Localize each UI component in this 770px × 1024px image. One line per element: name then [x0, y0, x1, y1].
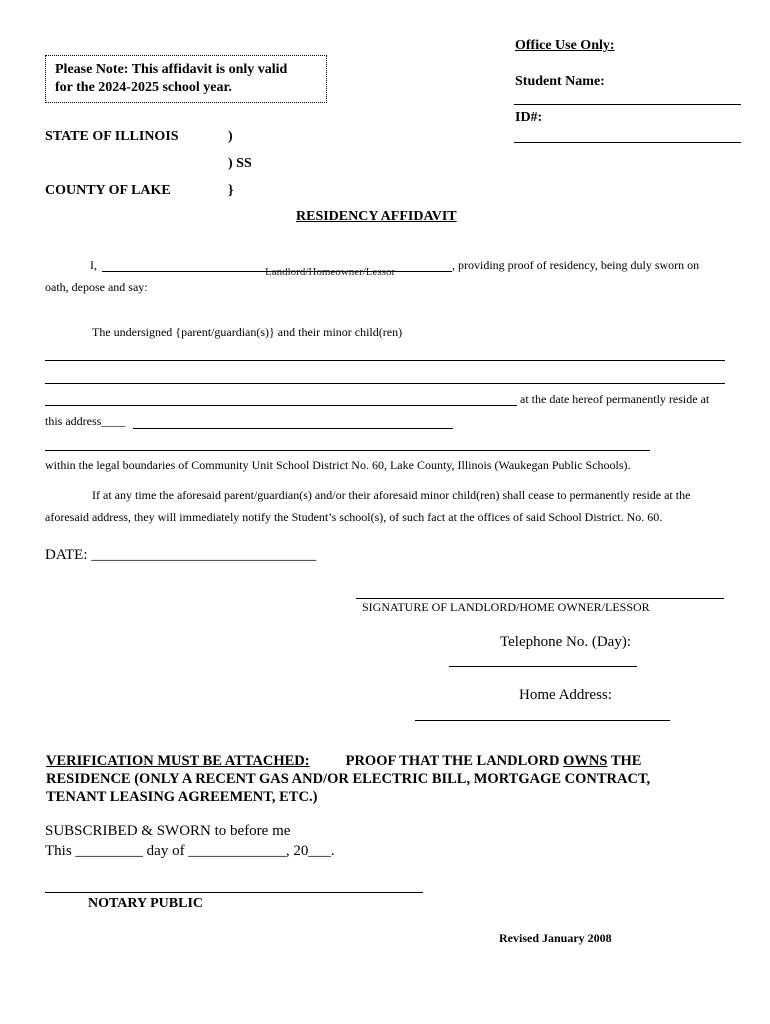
- office-use-heading: Office Use Only:: [515, 38, 615, 53]
- address-line-1[interactable]: [133, 428, 453, 429]
- telephone-label: Telephone No. (Day):: [500, 634, 631, 650]
- student-name-line[interactable]: [514, 104, 741, 105]
- home-address-label: Home Address:: [519, 687, 612, 703]
- telephone-line[interactable]: [449, 666, 637, 667]
- validity-note-box: [45, 55, 327, 103]
- verification-line-2: RESIDENCE (ONLY A RECENT GAS AND/OR ELECTRIC BILL, MORTGAGE CONTRACT,: [46, 771, 651, 787]
- date-hereof-text: at the date hereof permanently reside at: [520, 392, 710, 406]
- subscribed-text: SUBSCRIBED & SWORN to before me: [45, 823, 291, 839]
- verification-heading: VERIFICATION MUST BE ATTACHED:: [46, 753, 310, 769]
- county-label: COUNTY OF LAKE: [45, 183, 171, 198]
- signature-label: SIGNATURE OF LANDLORD/HOME OWNER/LESSOR: [362, 600, 650, 614]
- date-field[interactable]: DATE: ______________________________: [45, 547, 317, 563]
- notary-label: NOTARY PUBLIC: [88, 896, 204, 911]
- notary-signature-line[interactable]: [45, 892, 423, 893]
- this-day-line[interactable]: This _________ day of _____________, 20___.: [45, 843, 335, 859]
- venue-ss: ) SS: [228, 156, 252, 171]
- home-address-line[interactable]: [415, 720, 670, 721]
- signature-line[interactable]: [356, 598, 724, 599]
- cease-line-2: aforesaid address, they will immediately notify the Student’s school(s), of such fact at the offices of said School District. No. 60.: [45, 510, 663, 524]
- owns-word: OWNS: [563, 753, 608, 769]
- proof-prefix: PROOF THAT THE LANDLORD: [345, 753, 564, 769]
- boundaries-text: within the legal boundaries of Community Unit School District No. 60, Lake County, Illinois (Waukegan Public Schools).: [45, 458, 631, 472]
- oath-text: oath, depose and say:: [45, 280, 148, 294]
- address-line-2[interactable]: [45, 450, 650, 451]
- revised-date: Revised January 2008: [499, 931, 612, 945]
- note-line-1: Please Note: This affidavit is only valid: [55, 62, 288, 77]
- child-name-line-3[interactable]: [45, 405, 517, 406]
- student-name-label: Student Name:: [515, 74, 605, 89]
- verification-line-3: TENANT LEASING AGREEMENT, ETC.): [46, 789, 318, 805]
- proof-suffix: THE: [607, 753, 642, 769]
- landlord-caption: Landlord/Homeowner/Lessor: [265, 266, 396, 278]
- child-name-line-2[interactable]: [45, 383, 725, 384]
- child-name-line-1[interactable]: [45, 360, 725, 361]
- venue-paren-3: }: [228, 183, 234, 198]
- undersigned-text: The undersigned {parent/guardian(s)} and their minor child(ren): [92, 325, 403, 339]
- this-address-text: this address____: [45, 414, 126, 428]
- id-label: ID#:: [515, 110, 543, 125]
- state-label: STATE OF ILLINOIS: [45, 129, 179, 144]
- affidavit-title: RESIDENCY AFFIDAVIT: [296, 209, 457, 224]
- sworn-text: , providing proof of residency, being duly sworn on: [452, 258, 700, 272]
- venue-paren-1: ): [228, 129, 233, 144]
- i-prefix: I,: [90, 258, 97, 272]
- cease-line-1: If at any time the aforesaid parent/guardian(s) and/or their aforesaid minor child(ren) shall cease to permanently reside at the: [92, 488, 691, 502]
- verification-block: [46, 752, 736, 806]
- note-line-2: for the 2024-2025 school year.: [55, 80, 232, 95]
- id-line[interactable]: [514, 142, 741, 143]
